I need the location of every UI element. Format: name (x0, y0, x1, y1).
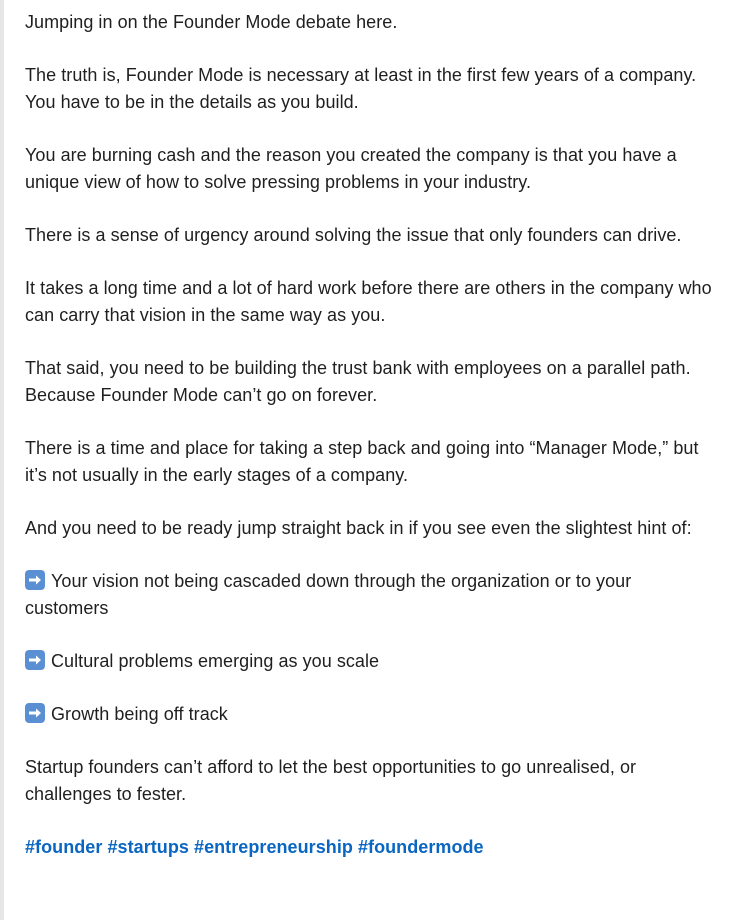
left-border-divider (0, 0, 4, 920)
post-paragraph: The truth is, Founder Mode is necessary at least in the first few years of a company. You have to be in the details as you build. (25, 65, 697, 112)
bullet-item (25, 648, 715, 675)
post-paragraph: And you need to be ready jump straight back in if you see even the slightest hint of: (25, 518, 692, 538)
hashtag-link-entrepreneurship[interactable]: #entrepreneurship (194, 837, 353, 857)
post-paragraph: There is a time and place for taking a step back and going into “Manager Mode,” but it’s not usually in the early stages of a company. (25, 438, 699, 485)
post-paragraph: There is a sense of urgency around solving the issue that only founders can drive. (25, 225, 682, 245)
bullet-item (25, 568, 715, 622)
hashtag-link-startups[interactable]: #startups (107, 837, 189, 857)
hashtag-line (25, 834, 715, 861)
bullet-text: Cultural problems emerging as you scale (51, 651, 380, 671)
hashtag-link-foundermode[interactable]: #foundermode (357, 837, 484, 857)
post-paragraph: Jumping in on the Founder Mode debate here. (25, 12, 398, 32)
right-arrow-icon (25, 650, 45, 670)
post-paragraph: It takes a long time and a lot of hard work before there are others in the company who can carry that vision in the same way as you. (25, 278, 712, 325)
hashtag-link-founder[interactable]: #founder (25, 837, 103, 857)
right-arrow-icon (25, 703, 45, 723)
post-body (25, 9, 715, 887)
right-arrow-icon (25, 570, 45, 590)
bullet-text: Growth being off track (51, 704, 228, 724)
bullet-text: Your vision not being cascaded down through the organization or to your customers (25, 571, 632, 618)
bullet-item (25, 701, 715, 728)
post-paragraph: That said, you need to be building the trust bank with employees on a parallel path. Because Founder Mode can’t go on forever. (25, 358, 691, 405)
post-paragraph: You are burning cash and the reason you created the company is that you have a unique view of how to solve pressing problems in your industry. (25, 145, 677, 192)
closing-paragraph: Startup founders can’t afford to let the best opportunities to go unrealised, or challenges to fester. (25, 757, 637, 804)
